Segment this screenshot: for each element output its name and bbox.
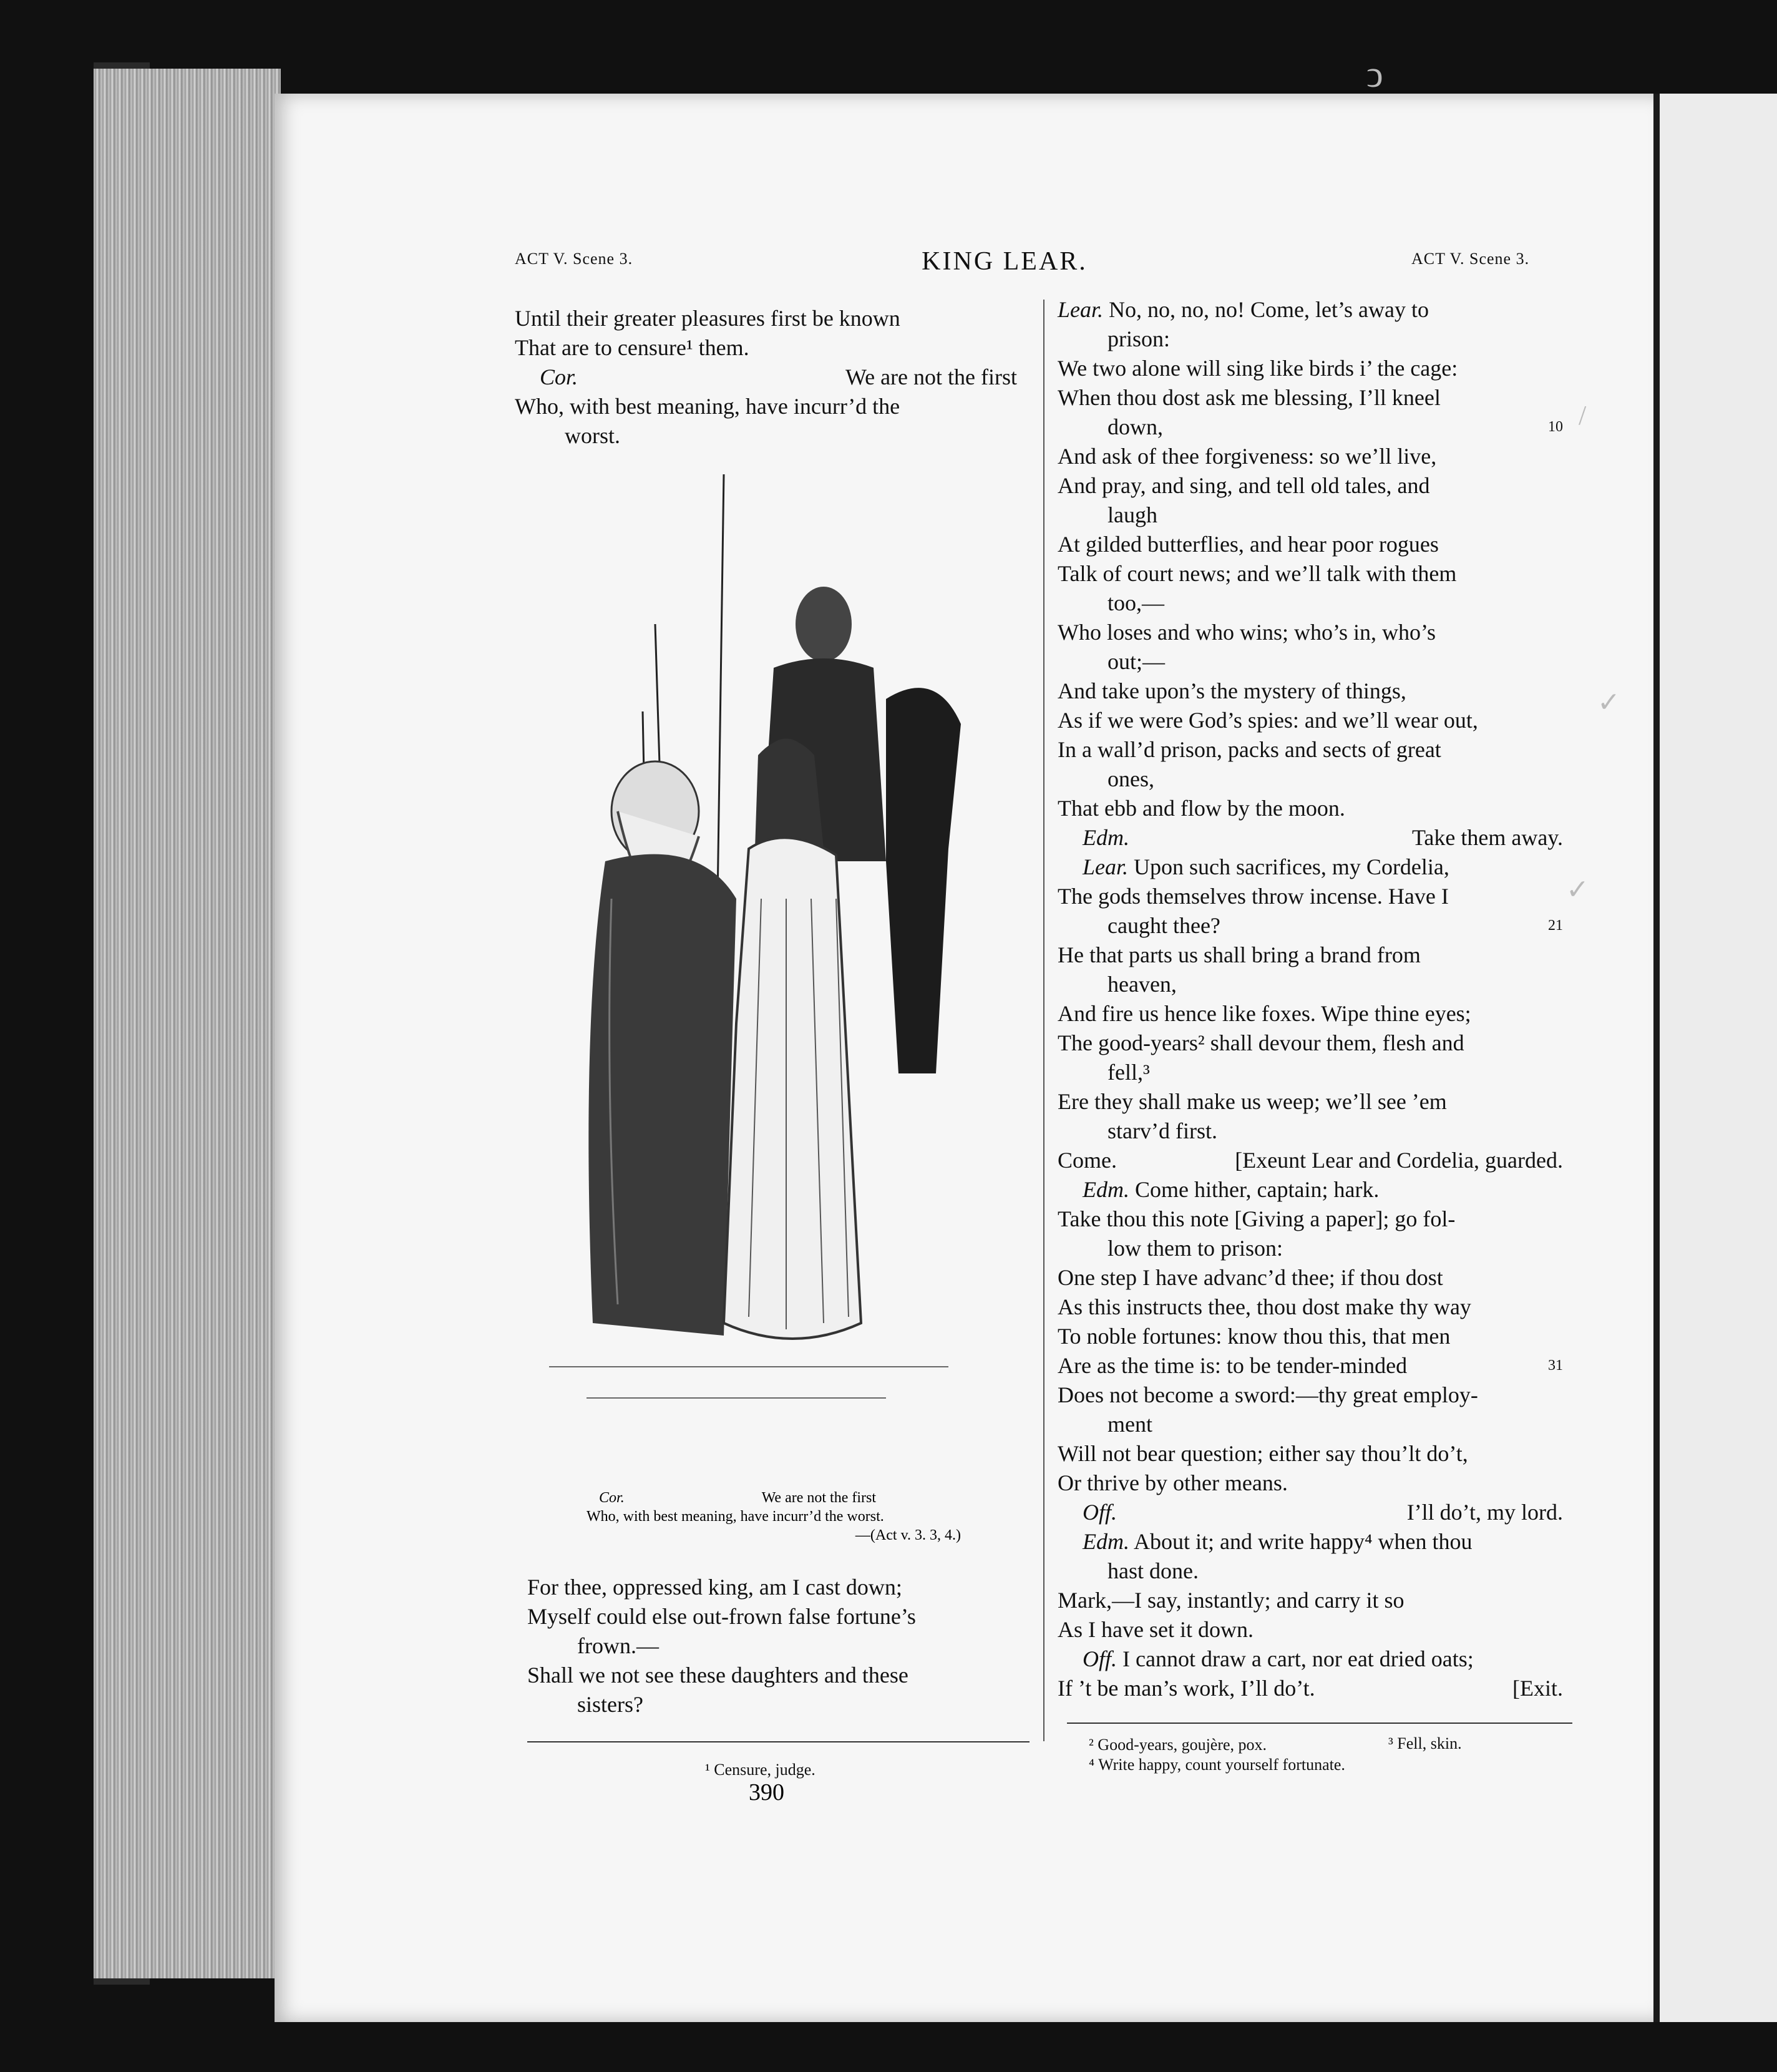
verse-text: ones,: [1108, 766, 1154, 791]
speaker-name: Cor.: [540, 364, 578, 389]
verse-text: When thou dost ask me blessing, I’ll kneel: [1058, 385, 1441, 410]
left-column-top: [515, 304, 1017, 451]
verse-text: Take thou this note [Giving a paper]; go fol-: [1058, 1206, 1456, 1231]
verse-text: As I have set it down.: [1058, 1617, 1254, 1642]
footnote: ³ Fell, skin.: [1388, 1734, 1462, 1752]
stage-direction: I’ll do’t, my lord.: [1406, 1500, 1563, 1525]
verse-text: prison:: [1108, 326, 1171, 351]
verse-text: No, no, no, no! Come, let’s away to: [1103, 297, 1429, 322]
speaker-name: Edm.: [1083, 1529, 1129, 1554]
right-column: [1058, 295, 1563, 1703]
verse-line: [1058, 794, 1563, 823]
verse-text: That ebb and flow by the moon.: [1058, 796, 1345, 821]
verse-line: [1058, 1674, 1563, 1703]
stage-direction: [Exit.: [1512, 1676, 1563, 1701]
running-header-left: ACT V. Scene 3.: [515, 250, 633, 268]
verse-text: caught thee?: [1108, 913, 1220, 938]
verse-text: fell,³: [1108, 1060, 1150, 1085]
verse-text: Talk of court news; and we’ll talk with them: [1058, 561, 1457, 586]
verse-text: Ere they shall make us weep; we’ll see ’em: [1058, 1089, 1447, 1114]
column-divider: [1043, 300, 1044, 1741]
verse-text: out;—: [1108, 649, 1166, 674]
verse-line: [1058, 706, 1563, 735]
verse-line: [1058, 1498, 1563, 1527]
illustration-caption: [562, 1488, 1011, 1545]
verse-line: frown.—: [577, 1633, 659, 1658]
verse-line: [1058, 354, 1563, 383]
verse-line: [1058, 1615, 1563, 1644]
verse-text: We two alone will sing like birds i’ the cage:: [1058, 356, 1458, 381]
verse-text: Come hither, captain; hark.: [1129, 1177, 1380, 1202]
verse-line: [1058, 1586, 1563, 1615]
verse-line: worst.: [565, 423, 620, 448]
verse-line: [1058, 882, 1563, 911]
verse-text: As if we were God’s spies: and we’ll wear out,: [1058, 708, 1478, 733]
verse-text: Does not become a sword:—thy great employ-: [1058, 1382, 1478, 1407]
verse-text: hast done.: [1108, 1558, 1199, 1583]
verse-line: [1058, 970, 1563, 999]
verse-text: And fire us hence like foxes. Wipe thine eyes;: [1058, 1001, 1471, 1026]
verse-text: To noble fortunes: know thou this, that men: [1058, 1324, 1451, 1349]
verse-line: [1058, 618, 1563, 647]
verse-text: One step I have advanc’d thee; if thou dost: [1058, 1265, 1443, 1290]
caption-text: We are not the first: [761, 1490, 877, 1506]
line-number: 10: [1548, 419, 1563, 435]
verse-line: [1058, 383, 1563, 413]
verse-text: I cannot draw a cart, nor eat dried oats;: [1117, 1646, 1474, 1671]
verse-text: And pray, and sing, and tell old tales, and: [1058, 473, 1430, 498]
caption-line: [562, 1488, 1011, 1507]
page-number: 390: [749, 1779, 784, 1806]
verse-line: [1058, 1029, 1563, 1058]
verse-line: [1058, 530, 1563, 559]
verse-text: too,—: [1108, 590, 1165, 615]
pencil-check-mark: /: [1579, 400, 1587, 431]
footnote: ⁴ Write happy, count yourself fortunate.: [1089, 1756, 1345, 1774]
verse-text: We are not the first: [845, 364, 1017, 389]
running-header-right: ACT V. Scene 3.: [1411, 250, 1530, 268]
verse-line: Myself could else out-frown false fortune’s: [527, 1604, 916, 1629]
verse-text: Mark,—I say, instantly; and carry it so: [1058, 1588, 1405, 1613]
pencil-check-mark: ✓: [1597, 687, 1620, 718]
verse-line: [1058, 471, 1563, 501]
verse-text: starv’d first.: [1108, 1118, 1217, 1143]
verse-line: [1058, 1351, 1563, 1381]
verse-line: sisters?: [577, 1692, 643, 1717]
verse-line: [1058, 501, 1563, 530]
verse-line: [1058, 1117, 1563, 1146]
page-edges: [94, 69, 281, 1978]
verse-text: down,: [1108, 414, 1163, 439]
verse-text: As this instructs thee, thou dost make thy way: [1058, 1294, 1471, 1319]
footnote: ¹ Censure, judge.: [705, 1761, 815, 1779]
verse-text: And take upon’s the mystery of things,: [1058, 678, 1406, 703]
verse-line: [1058, 1293, 1563, 1322]
verse-line: [1058, 735, 1563, 765]
verse-line: [1058, 647, 1563, 677]
speaker-name: Off.: [1083, 1500, 1117, 1525]
verse-line: [1058, 1468, 1563, 1498]
footnote: ² Good-years, goujère, pox.: [1089, 1736, 1267, 1754]
verse-line: [1058, 1263, 1563, 1293]
verse-line: [1058, 1527, 1563, 1556]
footnote-rule: [1067, 1723, 1572, 1724]
verse-line: [1058, 999, 1563, 1029]
caption-line: Who, with best meaning, have incurr’d the worst.: [587, 1508, 884, 1525]
verse-line: [1058, 442, 1563, 471]
pencil-mark: ↄ: [1366, 54, 1383, 95]
lear-cordelia-illustration: [512, 462, 998, 1485]
verse-line: [1058, 1644, 1563, 1674]
verse-line: [1058, 911, 1563, 941]
verse-line: [1058, 941, 1563, 970]
verse-text: About it; and write happy⁴ when thou: [1129, 1529, 1473, 1554]
facing-page: [1660, 94, 1777, 2022]
verse-line: Shall we not see these daughters and these: [527, 1663, 908, 1688]
speaker-name: Edm.: [1083, 1177, 1129, 1202]
verse-line: [1058, 295, 1563, 325]
footnote-rule: [527, 1741, 1030, 1742]
verse-text: low them to prison:: [1108, 1236, 1283, 1261]
verse-line: [1058, 1556, 1563, 1586]
verse-text: Upon such sacrifices, my Cordelia,: [1128, 854, 1449, 879]
verse-text: The gods themselves throw incense. Have I: [1058, 884, 1449, 909]
verse-text: Or thrive by other means.: [1058, 1470, 1288, 1495]
verse-text: Who loses and who wins; who’s in, who’s: [1058, 620, 1436, 645]
line-number: 21: [1548, 917, 1563, 934]
verse-line: [1058, 823, 1563, 853]
verse-line: [1058, 853, 1563, 882]
verse-line: Until their greater pleasures first be known: [515, 306, 900, 331]
verse-line: [1058, 589, 1563, 618]
verse-text: The good-years² shall devour them, flesh and: [1058, 1030, 1464, 1055]
verse-line: [1058, 1322, 1563, 1351]
verse-line: That are to censure¹ them.: [515, 335, 749, 360]
verse-text: And ask of thee forgiveness: so we’ll live,: [1058, 444, 1437, 469]
verse-text: Are as the time is: to be tender-minded: [1058, 1353, 1408, 1378]
verse-text: Will not bear question; either say thou’lt do’t,: [1058, 1441, 1468, 1466]
verse-line: [1058, 1439, 1563, 1468]
verse-text: heaven,: [1108, 972, 1177, 997]
verse-line: [1058, 1058, 1563, 1087]
verse-line: [1058, 1087, 1563, 1117]
verse-text: In a wall’d prison, packs and sects of great: [1058, 737, 1441, 762]
verse-text: At gilded butterflies, and hear poor rogues: [1058, 532, 1439, 557]
verse-line: [1058, 677, 1563, 706]
caption-speaker: Cor.: [599, 1490, 625, 1506]
verse-line: [1058, 1175, 1563, 1205]
verse-line: [1058, 1381, 1563, 1410]
verse-line: For thee, oppressed king, am I cast down;: [527, 1575, 902, 1600]
pencil-check-mark: ✓: [1566, 874, 1589, 905]
verse-line: Who, with best meaning, have incurr’d the: [515, 394, 900, 419]
verse-text: He that parts us shall bring a brand from: [1058, 942, 1421, 967]
line-number: 31: [1548, 1357, 1563, 1374]
speaker-name: Edm.: [1083, 825, 1129, 850]
verse-text: Come.: [1058, 1148, 1117, 1173]
verse-text: ment: [1108, 1412, 1152, 1437]
verse-line: [1058, 413, 1563, 442]
left-column-bottom: [527, 1573, 1030, 1719]
speaker-name: Lear.: [1058, 297, 1104, 322]
verse-text: laugh: [1108, 502, 1157, 527]
verse-line: [1058, 1410, 1563, 1439]
verse-line: [1058, 559, 1563, 589]
speaker-name: Lear.: [1083, 854, 1129, 879]
speaker-name: Off.: [1083, 1646, 1117, 1671]
verse-text: If ’t be man’s work, I’ll do’t.: [1058, 1676, 1315, 1701]
stage-direction: [Exeunt Lear and Cordelia, guarded.: [1235, 1148, 1563, 1173]
caption-reference: —(Act v. 3. 3, 4.): [855, 1527, 961, 1543]
stage-direction: Take them away.: [1411, 825, 1563, 850]
verse-line: [1058, 1146, 1563, 1175]
verse-line: [1058, 1234, 1563, 1263]
verse-line: [1058, 1205, 1563, 1234]
verse-line: [1058, 325, 1563, 354]
running-title: KING LEAR.: [922, 247, 1088, 276]
verse-line: [515, 363, 1017, 392]
verse-line: [1058, 765, 1563, 794]
